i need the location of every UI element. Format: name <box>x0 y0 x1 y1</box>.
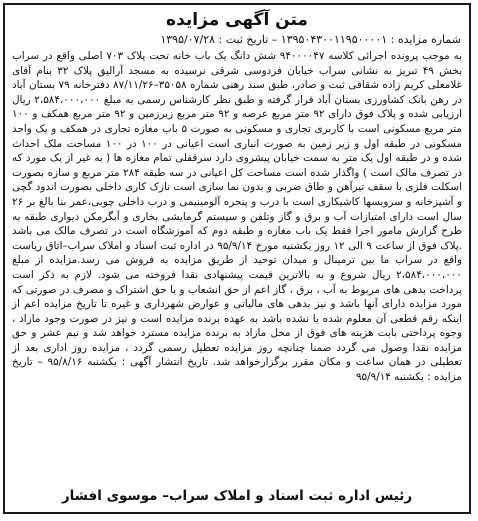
notice-meta: شماره مزایده : ۱۳۹۵۰۴۳۰۰۱۱۹۵۰۰۰۰۱ – تاریخ ثبت : ۱۳۹۵/۰۷/۲۸ <box>160 33 461 46</box>
notice-body: به موجب پرونده اجرائی کلاسه ۹۴۰۰۰۰۴۷ شش دانگ یک باب خانه تحت پلاک ۷۰۳ اصلی واقع در سراب بخش ۴۹ تبریز به نشانی سراب خیابان فردوسی شرقی نرسیده به مسجد آرالیق پلاک ۳۲ بنام آقای غلامعلی کریم زاده شقاقی ثبت و صادر، طبق سند رهنی شماره ۳۵۰۵۸–۸۷/۱۱/۲۶ دفترخانه ۷۹ بستان آباد در رهن بانک کشاورزی بستان آباد قرار گرفته و طبق نظر کارشناس رسمی به مبلغ ۲،۵۸۴،۰۰۰،۰۰۰ ریال ارزیابی شده و پلاک فوق دارای ۹۲ متر مربع عرصه و ۹۲ متر مربع زیرزمین و ۹۲ متر مربع همکف و ۱۰۰ متر مربع مسکونی است با کاربری تجاری و مسکونی به صورت ۵ باب مغازه تجاری در همکف و یک واحد مسکونی در طبقه اول و زیر زمین به صورت انباری است اعیانی در ۱۰۰ در ۱۰۰ مساحت ملک احداث شده و در طبقه اول یک متر به سمت خیابان پیشروی دارد سرقفلی تمام مغازه ها ( به غیر از یک مورد که در تصرف مالک است ) واگذار شده است مساحت کل اعیانی در سه طبقه ۲۸۴ متر مربع و سازه بصورت اسکلت فلزی با سقف تیرآهن و طاق ضربی و بدون نما سازی است نازک کاری داخلی بصورت اندود گچی و آشپزخانه و سرویسها کاشیکاری است با درب و پنجره آلومینیمی و درب داخلی چوبی،عمر بنا بالغ بر ۲۶ سال است دارای امتیازات آب و برق و گاز وتلفن و سیستم گرمایشی بخاری و آبگرمکن دیواری طبقه به طرح گزارش مامور اجرا فقط یک باب مغازه و طبقه دوم که آموزشگاه است در تصرف مالک می باشد .پلاک فوق از ساعت ۹ الی ۱۲ روز یکشنبه مورخ ۹۵/۹/۱۴ در اداره ثبت اسناد و املاک سراب–اتاق ریاست واقع در سراب ما بین ترمینال و میدان توحید از طریق مزایده به فروش می رسد.مزایده از مبلغ ۲،۵۸۴،۰۰۰،۰۰۰ ریال شروع و به بالاترین قیمت پیشنهادی نقدا فروخته می شود. لازم به ذکر است پرداخت بدهی های مربوط به آب ، برق ، گاز اعم از حق انشعاب و یا حق اشتراک و مصرف در صورتی که مورد مزایده دارای آنها باشد و نیز بدهی های مالیاتی و عوارض شهرداری و غیره تا تاریخ مزایده اعم از اینکه رقم قطعی آن معلوم شده یا نشده باشد به عهده برنده مزایده است و نیز در صورت وجود مازاد ، وجوه پرداختی بابت هزینه های فوق از محل مازاد به برنده مزایده مسترد خواهد شد و نیم عشر و حق مزایده نقدا وصول می گردد ضمنا چنانچه روز مزایده تعطیل رسمی گردد ، مزایده روز اداری بعد از تعطیلی در همان ساعت و مکان مقرر برگزارخواهد شد. تاریخ انتشار آگهی : یکشنبه ۹۵/۸/۱۶ – تاریخ مزایده : یکشنبه ۹۵/۹/۱۴ <box>12 50 463 384</box>
auction-notice <box>3 3 471 514</box>
notice-title: متن آگهی مزایده <box>166 10 308 30</box>
notice-signature: رئیس اداره ثبت اسناد و املاک سراب– موسوی افشار <box>61 488 413 504</box>
